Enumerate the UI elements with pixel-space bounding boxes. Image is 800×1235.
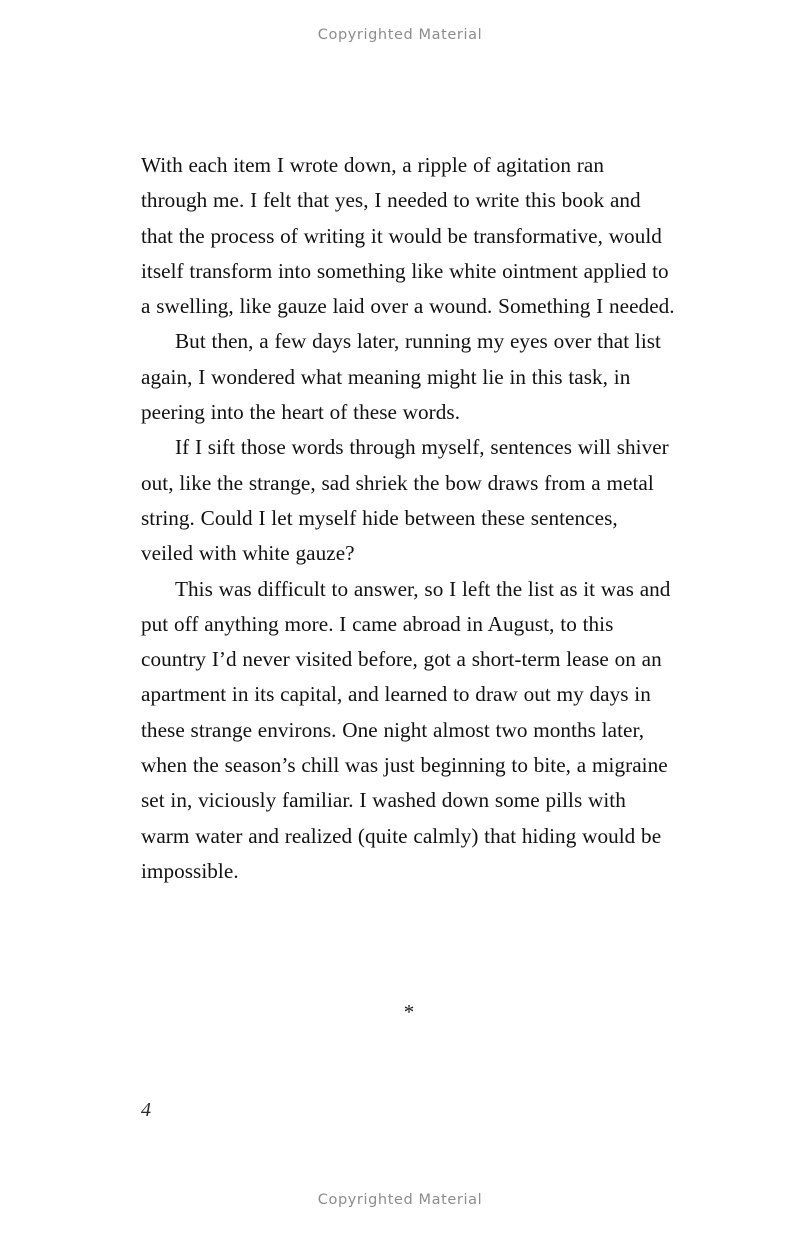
paragraph-1: With each item I wrote down, a ripple of agitation ran through me. I felt that yes, I needed to write this book and that the process of writing it would be transformative, would itself transform into something like white ointment applied to a swelling, like gauze laid over a wound. Something I needed. (141, 153, 675, 319)
body-text-block (141, 148, 675, 889)
copyright-watermark-bottom: Copyrighted Material (317, 1192, 483, 1208)
copyright-watermark-top: Copyrighted Material (317, 27, 483, 43)
section-break (141, 997, 675, 1027)
asterisk-icon: * (403, 1000, 415, 1024)
paragraph-3: If I sift those words through myself, sentences will shiver out, like the strange, sad shriek the bow draws from a metal string. Could I let myself hide between these sentences, veiled with white gauze? (141, 435, 669, 566)
page-number: 4 (141, 1099, 151, 1121)
paragraph-2: But then, a few days later, running my eyes over that list again, I wondered what meaning might lie in this task, in peering into the heart of these words. (141, 329, 661, 425)
paragraph-4: This was difficult to answer, so I left the list as it was and put off anything more. I came abroad in August, to this country I’d never visited before, got a short-term lease on an apartment in its capital, and learned to draw out my days in these strange environs. One night almost two months later, when the season’s chill was just beginning to bite, a migraine set in, viciously familiar. I washed down some pills with warm water and realized (quite calmly) that hiding would be impossible. (141, 576, 671, 883)
